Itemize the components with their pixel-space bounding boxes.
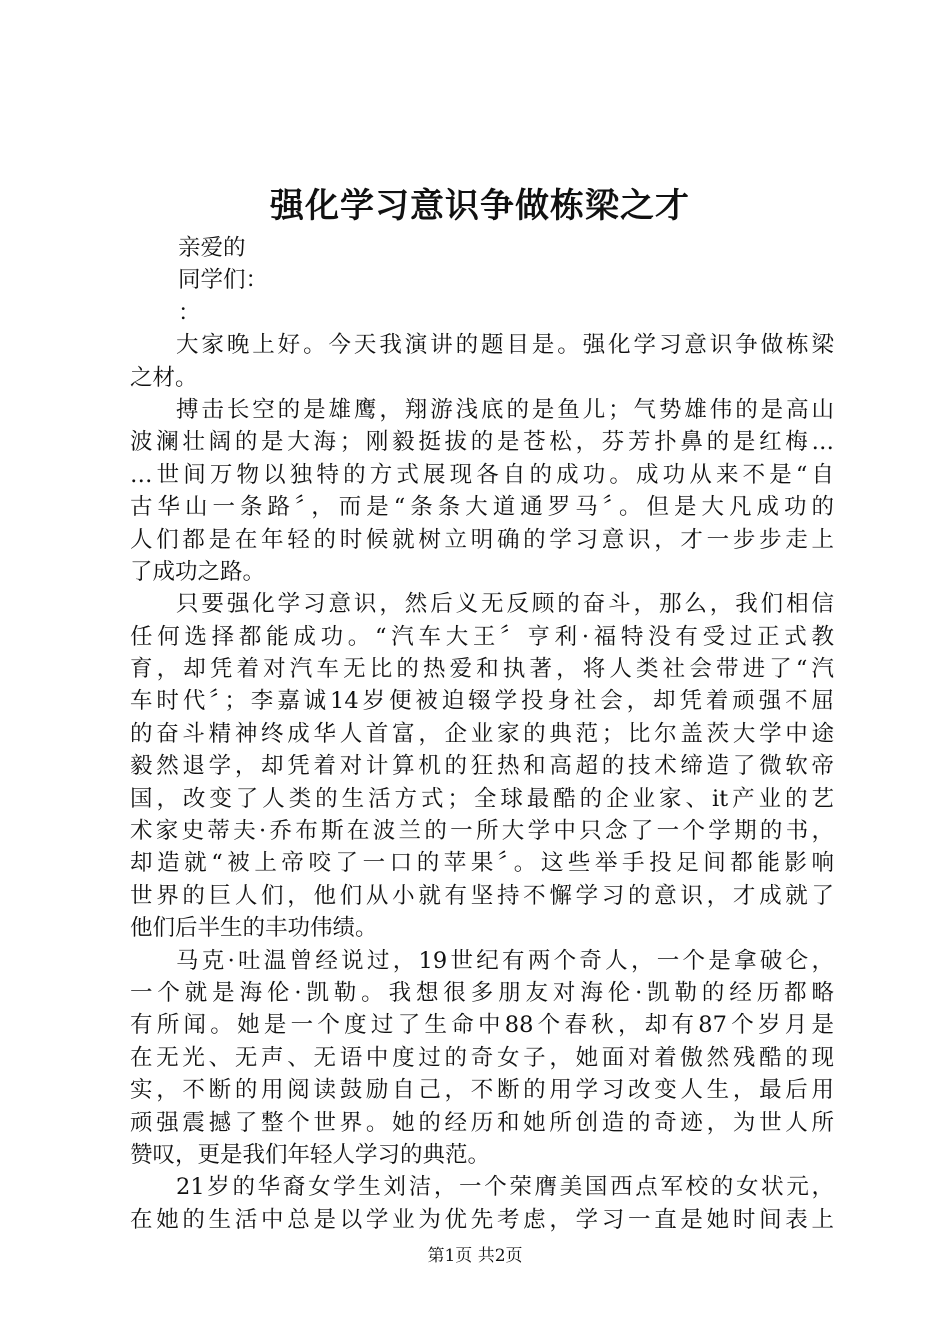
text-line: …世间万物以独特的方式展现各自的成功。成功从来不是“自 [130,461,834,488]
salutation-line: 同学们： [178,267,269,294]
salutation-line: 亲爱的 [178,235,246,261]
text-line: 古华山一条路〞，而是“条条大道通罗马〞。但是大凡成功的 [130,494,834,521]
text-line: 世界的巨人们，他们从小就有坚持不懈学习的意识，才成就了 [130,882,834,909]
document-title: 强化学习意识争做栋梁之才 [270,186,690,226]
text-line: 毅然退学，却凭着对计算机的狂热和高超的技术缔造了微软帝 [130,753,834,780]
text-line: 人们都是在年轻的时候就树立明确的学习意识，才一步步走上 [130,526,834,553]
salutation-line: ： [178,299,201,326]
text-line: 在无光、无声、无语中度过的奇女子，她面对着傲然残酷的现 [130,1044,834,1071]
text-line: 顽强震撼了整个世界。她的经历和她所创造的奇迹，为世人所 [130,1109,834,1136]
text-line: 之材。 [130,364,198,391]
paragraph-text [130,329,834,1236]
text-line: 育，却凭着对汽车无比的热爱和执著，将人类社会带进了“汽 [130,656,834,683]
text-line: 任何选择都能成功。“汽车大王〞亨利·福特没有受过正式教 [130,623,834,650]
text-line: 一个就是海伦·凯勒。我想很多朋友对海伦·凯勒的经历都略 [130,979,834,1006]
text-line: 他们后半生的丰功伟绩。 [130,915,378,942]
text-line: 车时代〞；李嘉诚14岁便被迫辍学投身社会，却凭着顽强不屈 [130,688,834,715]
document-body [130,232,834,1236]
text-line: 马克·吐温曾经说过，19世纪有两个奇人，一个是拿破仑， [176,947,834,974]
text-line: 搏击长空的是雄鹰，翔游浅底的是鱼儿；气势雄伟的是高山 [176,396,834,423]
text-line: 国，改变了人类的生活方式；全球最酷的企业家、it产业的艺 [130,785,834,812]
text-line: 在她的生活中总是以学业为优先考虑，学习一直是她时间表上 [130,1206,834,1233]
text-line: 大家晚上好。今天我演讲的题目是。强化学习意识争做栋梁 [176,332,834,359]
text-line: 术家史蒂夫·乔布斯在波兰的一所大学中只念了一个学期的书， [130,818,834,845]
text-line: 赞叹，更是我们年轻人学习的典范。 [130,1141,491,1168]
text-line: 只要强化学习意识，然后义无反顾的奋斗，那么，我们相信 [176,591,834,618]
text-line: 21岁的华裔女学生刘洁，一个荣膺美国西点军校的女状元， [176,1174,834,1201]
text-line: 实，不断的用阅读鼓励自己，不断的用学习改变人生，最后用 [130,1077,834,1104]
text-line: 波澜壮阔的是大海；刚毅挺拔的是苍松，芬芳扑鼻的是红梅… [130,429,834,456]
page-footer: 第1页 共2页 [427,1246,523,1266]
text-line: 却造就“被上帝咬了一口的苹果〞。这些举手投足间都能影响 [130,850,834,877]
text-line: 的奋斗精神终成华人首富，企业家的典范；比尔盖茨大学中途 [130,720,834,747]
text-line: 有所闻。她是一个度过了生命中88个春秋，却有87个岁月是 [130,1012,834,1039]
text-line: 了成功之路。 [130,558,266,585]
